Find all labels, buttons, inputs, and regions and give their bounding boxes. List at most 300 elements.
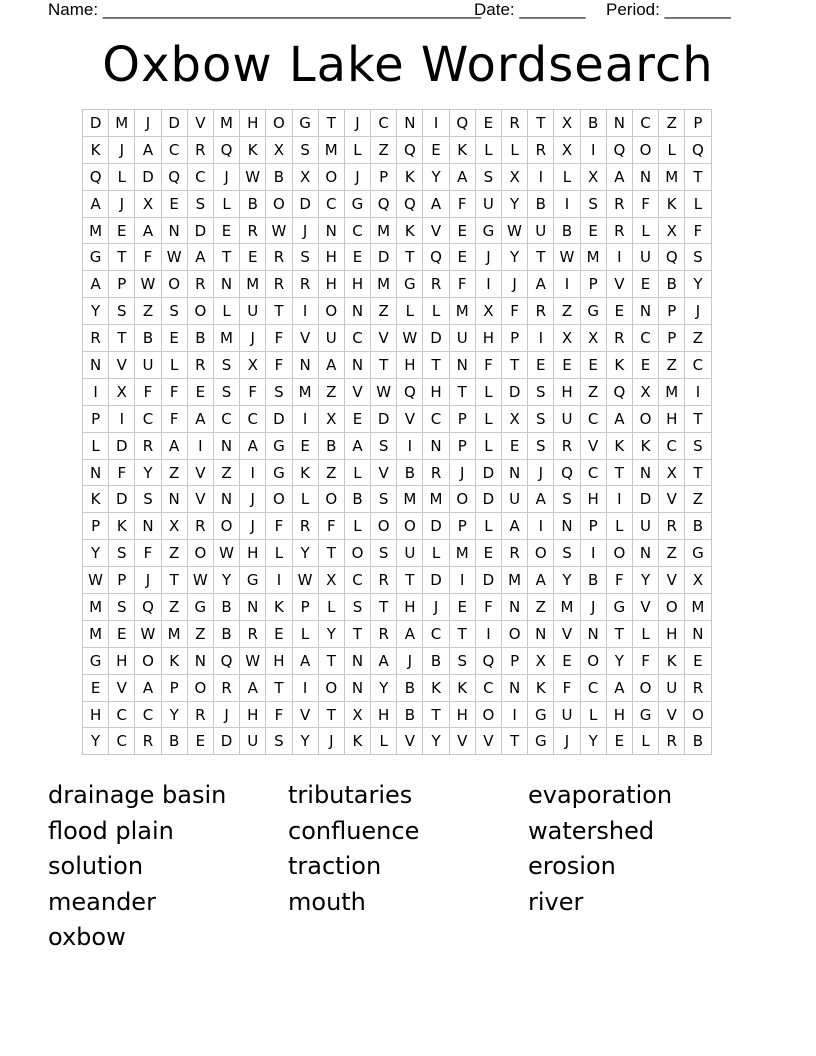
grid-cell[interactable]: I xyxy=(292,674,318,701)
grid-cell[interactable]: R xyxy=(502,110,528,137)
grid-cell[interactable]: Q xyxy=(606,378,632,405)
grid-cell[interactable]: Z xyxy=(318,459,344,486)
grid-cell[interactable]: J xyxy=(240,325,266,352)
grid-cell[interactable]: R xyxy=(606,217,632,244)
grid-cell[interactable]: P xyxy=(371,163,397,190)
grid-cell[interactable]: N xyxy=(606,110,632,137)
grid-cell[interactable]: W xyxy=(213,540,239,567)
grid-cell[interactable]: N xyxy=(213,271,239,298)
grid-cell[interactable]: O xyxy=(580,647,606,674)
grid-cell[interactable]: M xyxy=(685,594,711,621)
grid-cell[interactable]: G xyxy=(397,271,423,298)
grid-cell[interactable]: N xyxy=(528,620,554,647)
grid-cell[interactable]: O xyxy=(371,513,397,540)
grid-cell[interactable]: K xyxy=(344,728,370,755)
grid-cell[interactable]: E xyxy=(187,728,213,755)
grid-cell[interactable]: G xyxy=(475,217,501,244)
grid-cell[interactable]: L xyxy=(292,486,318,513)
grid-cell[interactable]: L xyxy=(423,540,449,567)
grid-cell[interactable]: V xyxy=(292,325,318,352)
grid-cell[interactable]: G xyxy=(240,567,266,594)
grid-cell[interactable]: N xyxy=(580,620,606,647)
grid-cell[interactable]: C xyxy=(318,190,344,217)
grid-cell[interactable]: S xyxy=(161,298,187,325)
grid-cell[interactable]: W xyxy=(554,244,580,271)
grid-cell[interactable]: D xyxy=(213,728,239,755)
grid-cell[interactable]: B xyxy=(554,217,580,244)
grid-cell[interactable]: J xyxy=(240,513,266,540)
grid-cell[interactable]: B xyxy=(397,701,423,728)
grid-cell[interactable]: O xyxy=(318,298,344,325)
grid-cell[interactable]: X xyxy=(659,217,685,244)
grid-cell[interactable]: M xyxy=(449,298,475,325)
grid-cell[interactable]: U xyxy=(318,325,344,352)
grid-cell[interactable]: N xyxy=(344,298,370,325)
grid-cell[interactable]: J xyxy=(554,728,580,755)
grid-cell[interactable]: B xyxy=(659,271,685,298)
grid-cell[interactable]: G xyxy=(528,701,554,728)
grid-cell[interactable]: I xyxy=(528,325,554,352)
grid-cell[interactable]: I xyxy=(240,459,266,486)
grid-cell[interactable]: A xyxy=(606,405,632,432)
grid-cell[interactable]: T xyxy=(266,674,292,701)
grid-cell[interactable]: K xyxy=(161,647,187,674)
grid-cell[interactable]: B xyxy=(580,567,606,594)
grid-cell[interactable]: T xyxy=(685,163,711,190)
grid-cell[interactable]: J xyxy=(580,594,606,621)
grid-cell[interactable]: Z xyxy=(161,594,187,621)
grid-cell[interactable]: J xyxy=(292,217,318,244)
grid-cell[interactable]: F xyxy=(266,325,292,352)
grid-cell[interactable]: R xyxy=(502,540,528,567)
grid-cell[interactable]: L xyxy=(83,432,109,459)
grid-cell[interactable]: N xyxy=(318,217,344,244)
grid-cell[interactable]: L xyxy=(344,136,370,163)
grid-cell[interactable]: H xyxy=(240,110,266,137)
grid-cell[interactable]: N xyxy=(161,486,187,513)
grid-cell[interactable]: C xyxy=(659,432,685,459)
grid-cell[interactable]: Q xyxy=(397,136,423,163)
grid-cell[interactable]: P xyxy=(580,271,606,298)
grid-cell[interactable]: M xyxy=(318,136,344,163)
grid-cell[interactable]: U xyxy=(528,217,554,244)
grid-cell[interactable]: B xyxy=(161,728,187,755)
grid-cell[interactable]: F xyxy=(266,701,292,728)
grid-cell[interactable]: L xyxy=(632,217,658,244)
grid-cell[interactable]: A xyxy=(83,190,109,217)
grid-cell[interactable]: P xyxy=(659,298,685,325)
grid-cell[interactable]: Y xyxy=(371,674,397,701)
grid-cell[interactable]: A xyxy=(449,163,475,190)
grid-cell[interactable]: N xyxy=(213,432,239,459)
grid-cell[interactable]: K xyxy=(606,352,632,379)
grid-cell[interactable]: R xyxy=(528,136,554,163)
grid-cell[interactable]: R xyxy=(371,620,397,647)
grid-cell[interactable]: V xyxy=(397,728,423,755)
grid-cell[interactable]: E xyxy=(449,244,475,271)
grid-cell[interactable]: C xyxy=(580,459,606,486)
grid-cell[interactable]: X xyxy=(318,567,344,594)
grid-cell[interactable]: E xyxy=(606,298,632,325)
grid-cell[interactable]: A xyxy=(528,486,554,513)
grid-cell[interactable]: H xyxy=(240,540,266,567)
grid-cell[interactable]: L xyxy=(371,728,397,755)
grid-cell[interactable]: T xyxy=(371,594,397,621)
grid-cell[interactable]: H xyxy=(371,701,397,728)
grid-cell[interactable]: A xyxy=(135,217,161,244)
grid-cell[interactable]: K xyxy=(659,190,685,217)
grid-cell[interactable]: L xyxy=(266,540,292,567)
grid-cell[interactable]: P xyxy=(580,513,606,540)
grid-cell[interactable]: I xyxy=(554,271,580,298)
grid-cell[interactable]: M xyxy=(371,217,397,244)
grid-cell[interactable]: K xyxy=(109,513,135,540)
grid-cell[interactable]: J xyxy=(318,728,344,755)
grid-cell[interactable]: N xyxy=(213,486,239,513)
grid-cell[interactable]: L xyxy=(632,728,658,755)
grid-cell[interactable]: Y xyxy=(606,647,632,674)
grid-cell[interactable]: T xyxy=(423,352,449,379)
grid-cell[interactable]: S xyxy=(135,486,161,513)
grid-cell[interactable]: V xyxy=(659,567,685,594)
grid-cell[interactable]: Q xyxy=(213,647,239,674)
grid-cell[interactable]: R xyxy=(83,325,109,352)
grid-cell[interactable]: C xyxy=(135,701,161,728)
grid-cell[interactable]: W xyxy=(135,271,161,298)
grid-cell[interactable]: D xyxy=(632,486,658,513)
grid-cell[interactable]: B xyxy=(318,432,344,459)
grid-cell[interactable]: S xyxy=(528,405,554,432)
grid-cell[interactable]: N xyxy=(292,352,318,379)
grid-cell[interactable]: Z xyxy=(161,459,187,486)
grid-cell[interactable]: Y xyxy=(318,620,344,647)
grid-cell[interactable]: W xyxy=(83,567,109,594)
grid-cell[interactable]: I xyxy=(580,136,606,163)
grid-cell[interactable]: O xyxy=(318,674,344,701)
grid-cell[interactable]: F xyxy=(475,352,501,379)
grid-cell[interactable]: C xyxy=(423,405,449,432)
grid-cell[interactable]: H xyxy=(423,378,449,405)
grid-cell[interactable]: X xyxy=(266,136,292,163)
grid-cell[interactable]: Z xyxy=(161,540,187,567)
grid-cell[interactable]: X xyxy=(109,378,135,405)
grid-cell[interactable]: Y xyxy=(502,190,528,217)
grid-cell[interactable]: V xyxy=(397,405,423,432)
grid-cell[interactable]: F xyxy=(554,674,580,701)
grid-cell[interactable]: I xyxy=(685,378,711,405)
grid-cell[interactable]: F xyxy=(135,378,161,405)
grid-cell[interactable]: E xyxy=(580,352,606,379)
grid-cell[interactable]: R xyxy=(423,271,449,298)
grid-cell[interactable]: C xyxy=(632,325,658,352)
grid-cell[interactable]: L xyxy=(344,513,370,540)
grid-cell[interactable]: C xyxy=(685,352,711,379)
grid-cell[interactable]: U xyxy=(475,190,501,217)
grid-cell[interactable]: H xyxy=(659,405,685,432)
grid-cell[interactable]: X xyxy=(659,459,685,486)
grid-cell[interactable]: Z xyxy=(554,298,580,325)
grid-cell[interactable]: Y xyxy=(83,298,109,325)
grid-cell[interactable]: J xyxy=(135,110,161,137)
grid-cell[interactable]: T xyxy=(213,244,239,271)
grid-cell[interactable]: K xyxy=(632,432,658,459)
grid-cell[interactable]: V xyxy=(187,110,213,137)
grid-cell[interactable]: T xyxy=(606,459,632,486)
grid-cell[interactable]: V xyxy=(292,701,318,728)
grid-cell[interactable]: Y xyxy=(502,244,528,271)
grid-cell[interactable]: P xyxy=(83,513,109,540)
grid-cell[interactable]: K xyxy=(240,136,266,163)
grid-cell[interactable]: H xyxy=(659,620,685,647)
grid-cell[interactable]: I xyxy=(528,163,554,190)
grid-cell[interactable]: F xyxy=(266,513,292,540)
grid-cell[interactable]: E xyxy=(475,110,501,137)
grid-cell[interactable]: O xyxy=(266,486,292,513)
grid-cell[interactable]: D xyxy=(423,567,449,594)
grid-cell[interactable]: S xyxy=(528,378,554,405)
grid-cell[interactable]: B xyxy=(135,325,161,352)
grid-cell[interactable]: X xyxy=(502,405,528,432)
grid-cell[interactable]: E xyxy=(554,352,580,379)
grid-cell[interactable]: C xyxy=(213,405,239,432)
grid-cell[interactable]: U xyxy=(135,352,161,379)
grid-cell[interactable]: D xyxy=(475,486,501,513)
grid-cell[interactable]: O xyxy=(528,540,554,567)
grid-cell[interactable]: I xyxy=(475,620,501,647)
grid-cell[interactable]: S xyxy=(266,728,292,755)
grid-cell[interactable]: O xyxy=(187,540,213,567)
grid-cell[interactable]: A xyxy=(528,271,554,298)
grid-cell[interactable]: P xyxy=(109,271,135,298)
grid-cell[interactable]: L xyxy=(685,190,711,217)
grid-cell[interactable]: T xyxy=(449,620,475,647)
grid-cell[interactable]: C xyxy=(344,325,370,352)
grid-cell[interactable]: Q xyxy=(606,136,632,163)
grid-cell[interactable]: O xyxy=(502,620,528,647)
grid-cell[interactable]: I xyxy=(292,298,318,325)
grid-cell[interactable]: F xyxy=(632,190,658,217)
grid-cell[interactable]: A xyxy=(318,352,344,379)
grid-cell[interactable]: S xyxy=(685,432,711,459)
grid-cell[interactable]: M xyxy=(83,594,109,621)
grid-cell[interactable]: A xyxy=(240,674,266,701)
grid-cell[interactable]: F xyxy=(449,271,475,298)
grid-cell[interactable]: T xyxy=(318,110,344,137)
grid-cell[interactable]: E xyxy=(187,378,213,405)
grid-cell[interactable]: M xyxy=(109,110,135,137)
grid-cell[interactable]: N xyxy=(344,352,370,379)
grid-cell[interactable]: R xyxy=(187,701,213,728)
grid-cell[interactable]: O xyxy=(475,701,501,728)
grid-cell[interactable]: L xyxy=(213,190,239,217)
grid-cell[interactable]: A xyxy=(606,163,632,190)
grid-cell[interactable]: J xyxy=(449,459,475,486)
grid-cell[interactable]: E xyxy=(266,620,292,647)
grid-cell[interactable]: Y xyxy=(83,540,109,567)
grid-cell[interactable]: S xyxy=(371,540,397,567)
grid-cell[interactable]: A xyxy=(135,136,161,163)
grid-cell[interactable]: O xyxy=(135,647,161,674)
grid-cell[interactable]: T xyxy=(685,405,711,432)
grid-cell[interactable]: I xyxy=(606,486,632,513)
grid-cell[interactable]: V xyxy=(659,701,685,728)
grid-cell[interactable]: X xyxy=(685,567,711,594)
grid-cell[interactable]: I xyxy=(187,432,213,459)
grid-cell[interactable]: Z xyxy=(187,620,213,647)
grid-cell[interactable]: D xyxy=(502,378,528,405)
grid-cell[interactable]: N xyxy=(554,513,580,540)
grid-cell[interactable]: U xyxy=(632,513,658,540)
grid-cell[interactable]: W xyxy=(240,647,266,674)
grid-cell[interactable]: A xyxy=(502,513,528,540)
grid-cell[interactable]: X xyxy=(528,647,554,674)
grid-cell[interactable]: H xyxy=(318,271,344,298)
grid-cell[interactable]: G xyxy=(580,298,606,325)
grid-cell[interactable]: X xyxy=(475,298,501,325)
grid-cell[interactable]: S xyxy=(213,378,239,405)
grid-cell[interactable]: M xyxy=(659,378,685,405)
grid-cell[interactable]: W xyxy=(135,620,161,647)
grid-cell[interactable]: V xyxy=(659,486,685,513)
grid-cell[interactable]: T xyxy=(318,540,344,567)
grid-cell[interactable]: E xyxy=(580,217,606,244)
grid-cell[interactable]: S xyxy=(213,352,239,379)
grid-cell[interactable]: T xyxy=(371,352,397,379)
grid-cell[interactable]: Y xyxy=(580,728,606,755)
grid-cell[interactable]: S xyxy=(371,432,397,459)
grid-cell[interactable]: D xyxy=(187,217,213,244)
grid-cell[interactable]: F xyxy=(135,540,161,567)
grid-cell[interactable]: L xyxy=(213,298,239,325)
grid-cell[interactable]: S xyxy=(187,190,213,217)
grid-cell[interactable]: O xyxy=(632,405,658,432)
grid-cell[interactable]: U xyxy=(240,728,266,755)
grid-cell[interactable]: N xyxy=(135,513,161,540)
grid-cell[interactable]: M xyxy=(161,620,187,647)
grid-cell[interactable]: M xyxy=(502,567,528,594)
grid-cell[interactable]: L xyxy=(161,352,187,379)
grid-cell[interactable]: Z xyxy=(685,325,711,352)
grid-cell[interactable]: J xyxy=(528,459,554,486)
grid-cell[interactable]: Q xyxy=(213,136,239,163)
grid-cell[interactable]: B xyxy=(266,163,292,190)
grid-cell[interactable]: B xyxy=(240,190,266,217)
grid-cell[interactable]: E xyxy=(161,190,187,217)
grid-cell[interactable]: L xyxy=(318,594,344,621)
grid-cell[interactable]: R xyxy=(659,728,685,755)
grid-cell[interactable]: I xyxy=(528,513,554,540)
grid-cell[interactable]: I xyxy=(423,110,449,137)
grid-cell[interactable]: W xyxy=(187,567,213,594)
grid-cell[interactable]: L xyxy=(475,136,501,163)
grid-cell[interactable]: K xyxy=(83,136,109,163)
grid-cell[interactable]: E xyxy=(449,594,475,621)
grid-cell[interactable]: I xyxy=(397,432,423,459)
grid-cell[interactable]: A xyxy=(423,190,449,217)
grid-cell[interactable]: B xyxy=(580,110,606,137)
grid-cell[interactable]: I xyxy=(606,244,632,271)
grid-cell[interactable]: Y xyxy=(423,163,449,190)
grid-cell[interactable]: C xyxy=(580,405,606,432)
grid-cell[interactable]: C xyxy=(580,674,606,701)
grid-cell[interactable]: N xyxy=(83,459,109,486)
grid-cell[interactable]: I xyxy=(475,271,501,298)
grid-cell[interactable]: S xyxy=(685,244,711,271)
grid-cell[interactable]: Q xyxy=(475,647,501,674)
grid-cell[interactable]: L xyxy=(475,513,501,540)
grid-cell[interactable]: T xyxy=(449,378,475,405)
grid-cell[interactable]: H xyxy=(554,378,580,405)
grid-cell[interactable]: A xyxy=(397,620,423,647)
grid-cell[interactable]: Y xyxy=(685,271,711,298)
grid-cell[interactable]: L xyxy=(502,136,528,163)
grid-cell[interactable]: O xyxy=(318,486,344,513)
grid-cell[interactable]: O xyxy=(161,271,187,298)
grid-cell[interactable]: M xyxy=(423,486,449,513)
grid-cell[interactable]: O xyxy=(685,701,711,728)
grid-cell[interactable]: K xyxy=(449,674,475,701)
grid-cell[interactable]: E xyxy=(213,217,239,244)
grid-cell[interactable]: X xyxy=(161,513,187,540)
grid-cell[interactable]: D xyxy=(475,567,501,594)
grid-cell[interactable]: Y xyxy=(161,701,187,728)
grid-cell[interactable]: Y xyxy=(292,540,318,567)
grid-cell[interactable]: N xyxy=(240,594,266,621)
grid-cell[interactable]: N xyxy=(632,459,658,486)
grid-cell[interactable]: Z xyxy=(528,594,554,621)
grid-cell[interactable]: C xyxy=(632,110,658,137)
grid-cell[interactable]: W xyxy=(292,567,318,594)
grid-cell[interactable]: T xyxy=(397,567,423,594)
grid-cell[interactable]: H xyxy=(475,325,501,352)
grid-cell[interactable]: X xyxy=(318,405,344,432)
grid-cell[interactable]: T xyxy=(161,567,187,594)
grid-cell[interactable]: J xyxy=(213,701,239,728)
grid-cell[interactable]: Z xyxy=(318,378,344,405)
grid-cell[interactable]: Q xyxy=(685,136,711,163)
grid-cell[interactable]: M xyxy=(554,594,580,621)
grid-cell[interactable]: C xyxy=(109,728,135,755)
grid-cell[interactable]: D xyxy=(423,325,449,352)
grid-cell[interactable]: F xyxy=(240,378,266,405)
grid-cell[interactable]: R xyxy=(135,728,161,755)
grid-cell[interactable]: F xyxy=(685,217,711,244)
grid-cell[interactable]: H xyxy=(318,244,344,271)
grid-cell[interactable]: G xyxy=(292,110,318,137)
grid-cell[interactable]: L xyxy=(344,459,370,486)
grid-cell[interactable]: C xyxy=(187,163,213,190)
grid-cell[interactable]: E xyxy=(606,728,632,755)
grid-cell[interactable]: R xyxy=(187,271,213,298)
grid-cell[interactable]: C xyxy=(423,620,449,647)
grid-cell[interactable]: N xyxy=(83,352,109,379)
grid-cell[interactable]: L xyxy=(109,163,135,190)
grid-cell[interactable]: F xyxy=(475,594,501,621)
grid-cell[interactable]: F xyxy=(161,378,187,405)
grid-cell[interactable]: E xyxy=(292,432,318,459)
grid-cell[interactable]: N xyxy=(187,647,213,674)
grid-cell[interactable]: A xyxy=(371,647,397,674)
grid-cell[interactable]: G xyxy=(187,594,213,621)
grid-cell[interactable]: M xyxy=(83,217,109,244)
grid-cell[interactable]: F xyxy=(135,244,161,271)
grid-cell[interactable]: C xyxy=(344,217,370,244)
grid-cell[interactable]: T xyxy=(318,701,344,728)
grid-cell[interactable]: Z xyxy=(371,298,397,325)
grid-cell[interactable]: M xyxy=(213,325,239,352)
grid-cell[interactable]: Z xyxy=(213,459,239,486)
grid-cell[interactable]: J xyxy=(475,244,501,271)
